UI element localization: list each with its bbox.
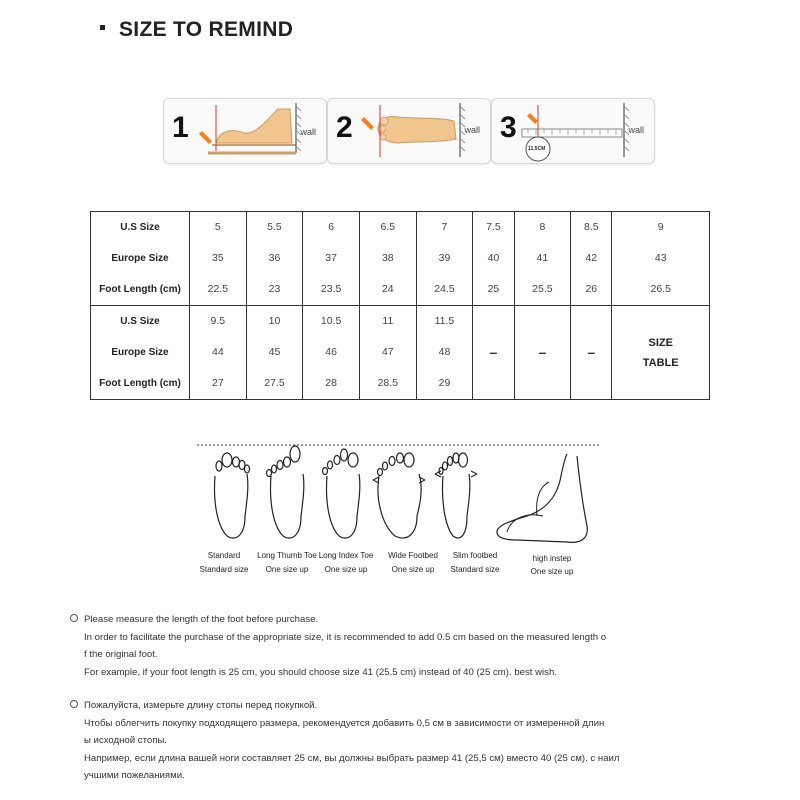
foot-type-name: high instep <box>532 554 572 563</box>
foot-length-value: 23.5 <box>320 283 342 295</box>
foot-length-value: 26 <box>585 283 598 295</box>
empty-dash: – <box>489 343 498 360</box>
size-label-line-2: TABLE <box>642 356 679 369</box>
size-table-block-2 <box>91 306 710 400</box>
eu-size-value: 44 <box>211 346 224 358</box>
us-size-value: 8 <box>539 221 546 233</box>
foot-length-value: 22.5 <box>207 283 229 295</box>
eu-size-value: 36 <box>268 252 281 264</box>
empty-column <box>571 306 612 400</box>
us-size-value: 10 <box>268 315 281 327</box>
us-size-label: U.S Size <box>120 316 160 327</box>
row-labels-cell <box>91 306 190 400</box>
eu-size-value: 37 <box>325 252 337 264</box>
foot-length-value: 25 <box>487 283 500 295</box>
page-title: SIZE TO REMIND <box>119 18 294 41</box>
title-group <box>100 18 293 42</box>
size-column <box>514 212 571 306</box>
us-size-value: 5.5 <box>267 221 282 233</box>
step-1-number: 1 <box>172 111 189 144</box>
step-1-wall-label: wall <box>300 127 316 137</box>
foot-length-value: 28 <box>325 377 337 389</box>
us-size-value: 6 <box>328 221 335 233</box>
step-3-wall-label: wall <box>628 125 644 135</box>
size-column <box>359 212 416 306</box>
us-size-value: 11 <box>382 315 394 327</box>
foot-type-name: Long Index Toe <box>318 551 374 560</box>
foot-length-value: 27.5 <box>264 377 285 389</box>
eu-size-value: 41 <box>536 252 549 264</box>
us-size-value: 9 <box>657 221 664 233</box>
note-line: Пожалуйста, измерьте длину стопы перед покупкой. <box>84 700 318 711</box>
europe-size-label: Europe Size <box>111 253 169 264</box>
note-bullet-icon <box>70 614 78 622</box>
size-table <box>90 211 710 400</box>
note-line: Чтобы облегчить покупку подходящего размера, рекомендуется добавить 0,5 см в зависимости от измеренной длин <box>84 717 605 729</box>
foot-type-name: Long Thumb Toe <box>257 551 317 560</box>
eu-size-value: 35 <box>211 252 224 264</box>
size-column <box>612 212 710 306</box>
empty-dash: – <box>538 343 547 360</box>
foot-length-label: Foot Length (cm) <box>99 284 181 295</box>
eu-size-value: 43 <box>654 252 667 264</box>
notes-russian <box>70 697 730 785</box>
eu-size-value: 39 <box>438 252 451 264</box>
step-2-panel <box>327 98 491 164</box>
title-bullet <box>100 25 105 30</box>
note-line: For example, if your foot length is 25 cm, you should choose size 41 (25.5 cm) instead of 40 (25 cm). best wish. <box>84 666 557 678</box>
foot-length-label: Foot Length (cm) <box>99 378 181 389</box>
step-3-measure-label: 11.5CM <box>528 146 546 152</box>
us-size-value: 5 <box>214 221 221 233</box>
note-bullet-icon <box>70 700 78 708</box>
foot-length-value: 27 <box>211 377 224 389</box>
foot-type-advice: One size up <box>324 565 368 574</box>
foot-types-illustration <box>195 438 605 548</box>
us-size-value: 7.5 <box>486 221 501 233</box>
foot-type-advice: One size up <box>391 565 435 574</box>
note-line: Например, если длина вашей ноги составляет 25 см, вы должны выбрать размер 41 (25,5 см) вместо 40 (25 см). с наил <box>84 752 620 764</box>
us-size-value: 9.5 <box>210 315 226 327</box>
step-3-number: 3 <box>500 111 517 144</box>
foot-type-name: Slim footbed <box>452 551 498 560</box>
size-table-block-1 <box>91 212 710 306</box>
note-line: f the original foot. <box>84 649 158 660</box>
foot-type-name: Standard <box>207 551 241 560</box>
size-column <box>416 306 473 400</box>
foot-length-value: 26.5 <box>650 283 671 295</box>
step-2-wall-label: wall <box>464 125 480 135</box>
empty-column <box>514 306 571 400</box>
eu-size-value: 46 <box>325 346 337 358</box>
us-size-value: 11.5 <box>434 315 455 327</box>
empty-dash: – <box>587 343 596 360</box>
foot-length-value: 23 <box>268 283 281 295</box>
size-column <box>416 212 473 306</box>
size-column <box>359 306 416 400</box>
us-size-value: 8.5 <box>584 221 599 233</box>
size-table-label-cell <box>612 306 710 400</box>
size-column <box>473 212 514 306</box>
us-size-value: 6.5 <box>380 221 396 233</box>
eu-size-value: 45 <box>268 346 281 358</box>
foot-length-value: 29 <box>438 377 451 389</box>
note-line: Please measure the length of the foot before purchase. <box>84 614 319 625</box>
empty-column <box>473 306 514 400</box>
foot-type-name: Wide Footbed <box>388 551 438 560</box>
step-1-panel <box>163 98 327 164</box>
size-column <box>571 212 612 306</box>
size-column <box>303 306 360 400</box>
us-size-label: U.S Size <box>120 222 160 233</box>
foot-type-advice: Standard size <box>199 565 249 574</box>
row-labels-cell <box>91 212 190 306</box>
eu-size-value: 40 <box>487 252 500 264</box>
foot-length-value: 28.5 <box>377 377 399 389</box>
foot-type-advice: One size up <box>530 567 574 576</box>
foot-length-value: 25.5 <box>532 283 553 295</box>
size-column <box>190 306 247 400</box>
us-size-value: 7 <box>441 221 448 233</box>
eu-size-value: 47 <box>381 346 394 358</box>
size-column <box>246 306 303 400</box>
eu-size-value: 38 <box>381 252 394 264</box>
foot-length-value: 24 <box>381 283 394 295</box>
eu-size-value: 42 <box>585 252 598 264</box>
eu-size-value: 48 <box>438 346 451 358</box>
notes-english <box>70 611 730 681</box>
foot-length-value: 24.5 <box>434 283 455 295</box>
step-3-panel <box>491 98 655 164</box>
note-line: учшими пожеланиями. <box>84 770 185 781</box>
size-label-line-1: SIZE <box>648 336 673 349</box>
size-column <box>246 212 303 306</box>
europe-size-label: Europe Size <box>111 347 169 358</box>
foot-type-advice: Standard size <box>450 565 500 574</box>
foot-types-panel <box>195 438 605 588</box>
size-column <box>303 212 360 306</box>
foot-type-advice: One size up <box>265 565 309 574</box>
us-size-value: 10.5 <box>320 315 342 327</box>
step-2-number: 2 <box>336 111 353 144</box>
note-line: ы исходной стопы. <box>84 735 167 746</box>
size-column <box>190 212 247 306</box>
note-line: In order to facilitate the purchase of the appropriate size, it is recommended to add 0.5 cm based on the measured length o <box>84 631 607 643</box>
